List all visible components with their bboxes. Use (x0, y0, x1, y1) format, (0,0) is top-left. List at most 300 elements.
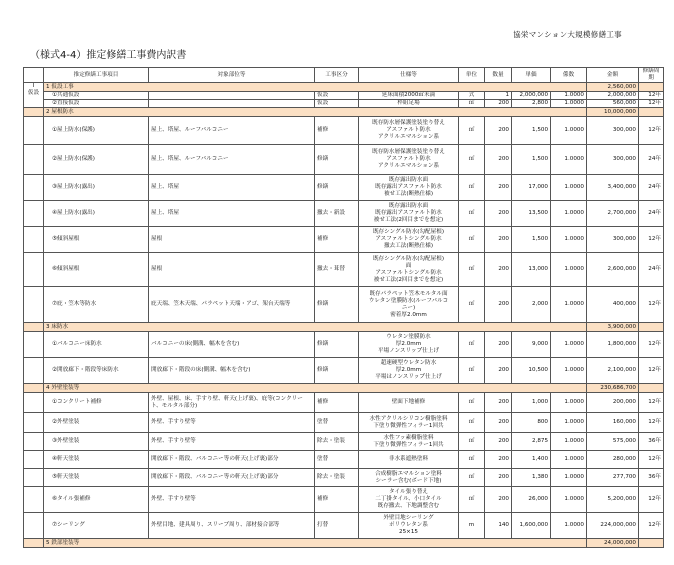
table-row (24, 469, 664, 487)
amount: 3,400,000 (587, 175, 639, 201)
unit: 式 (459, 92, 485, 100)
row-gutter (24, 393, 44, 413)
target-parts: 屋上、塔屋 (149, 175, 315, 201)
table-row (24, 145, 664, 175)
amount: 224,000,000 (587, 513, 639, 539)
unit-price: 26,000 (512, 487, 551, 513)
unit: ㎡ (459, 332, 485, 358)
specification (359, 253, 459, 287)
target-parts: 屋上、塔屋、ルーフバルコニー (149, 145, 315, 175)
spec-line: ポリウレタン系 (389, 522, 428, 528)
table-row (24, 451, 664, 469)
specification (359, 413, 459, 433)
work-type: 撤去・新設 (315, 201, 359, 227)
item-name: ①共通仮設 (44, 92, 149, 100)
unit-price: 1,600,000 (512, 513, 551, 539)
repair-cycle: 12年 (639, 287, 664, 323)
item-name: ③屋上防水(露出) (44, 175, 149, 201)
section-title (44, 384, 587, 393)
row-gutter (24, 451, 44, 469)
coefficient: 1.0000 (551, 433, 587, 451)
quantity: 1 (485, 92, 512, 100)
section-name: 床防水 (51, 323, 69, 330)
section-cycle-blank (639, 108, 664, 117)
specification (359, 393, 459, 413)
section-name: 仮設工事 (51, 83, 74, 90)
coefficient: 1.0000 (551, 332, 587, 358)
table-header-row (24, 68, 664, 83)
unit: ㎡ (459, 175, 485, 201)
spec-line: 平場はノンスリップ仕上げ (375, 374, 442, 380)
table-row (24, 487, 664, 513)
spec-line: 超速硬型ウレタン防水 (380, 360, 437, 366)
section-header-row (24, 83, 664, 92)
spec-line: 25×15 (399, 529, 418, 535)
coefficient: 1.0000 (551, 175, 587, 201)
quantity: 200 (485, 201, 512, 227)
spec-line: ニー) (401, 304, 416, 311)
section-header-row (24, 323, 664, 332)
spec-line: 既存シングル防水(勾配屋根) (372, 255, 445, 262)
row-gutter (24, 145, 44, 175)
specification (359, 92, 459, 100)
coefficient: 1.0000 (551, 451, 587, 469)
specification (359, 469, 459, 487)
spec-line: アクリルエマルション系 (377, 163, 440, 169)
spec-line: 厚2.0mm (395, 341, 422, 347)
unit-price: 1,000 (512, 393, 551, 413)
specification (359, 451, 459, 469)
table-row (24, 393, 664, 413)
amount: 277,700 (587, 469, 639, 487)
repair-cycle: 12年 (639, 451, 664, 469)
target-parts: 屋根 (149, 253, 315, 287)
row-gutter (24, 469, 44, 487)
table-row (24, 413, 664, 433)
coefficient: 1.0000 (551, 201, 587, 227)
work-type: 補修 (315, 393, 359, 413)
repair-cycle: 24年 (639, 253, 664, 287)
specification (359, 332, 459, 358)
spec-line: 既存露出防水面 (388, 177, 429, 183)
coefficient: 1.0000 (551, 469, 587, 487)
item-name: ⑦庇・笠木等防水 (44, 287, 149, 323)
unit: ㎡ (459, 100, 485, 108)
coefficient: 1.0000 (551, 117, 587, 145)
item-name: ⑦シーリング (44, 513, 149, 539)
unit: ㎡ (459, 433, 485, 451)
col-header: 単位 (459, 68, 485, 83)
coefficient: 1.0000 (551, 513, 587, 539)
spec-line: 面 (405, 262, 412, 269)
amount: 5,200,000 (587, 487, 639, 513)
row-gutter (24, 433, 44, 451)
coefficient: 1.0000 (551, 100, 587, 108)
section-title (44, 539, 587, 548)
unit-price: 2,800 (512, 100, 551, 108)
spec-line: 下塗り微弾性フィラー1回共 (373, 422, 444, 429)
amount: 280,000 (587, 451, 639, 469)
item-name: ⑤傾斜屋根 (44, 227, 149, 253)
unit-price: 13,500 (512, 201, 551, 227)
quantity: 200 (485, 469, 512, 487)
repair-cycle: 36年 (639, 469, 664, 487)
col-header: 修繕周期 (639, 68, 664, 83)
unit: ㎡ (459, 413, 485, 433)
spec-line: 既存露出アスファルト防水 (375, 184, 442, 190)
table-row (24, 100, 664, 108)
row-gutter (24, 253, 44, 287)
item-name: ②開放廊下・階段等床防水 (44, 358, 149, 384)
amount: 2,100,000 (587, 358, 639, 384)
unit-price: 2,000 (512, 287, 551, 323)
unit: ㎡ (459, 117, 485, 145)
spec-line: アスファルト防水 (386, 127, 431, 133)
quantity: 200 (485, 393, 512, 413)
section-title (44, 108, 587, 117)
quantity: 200 (485, 145, 512, 175)
section-header-row (24, 539, 664, 548)
repair-cycle: 12年 (639, 513, 664, 539)
target-parts: 開放廊下・階段の床(側溝、幅木を含む) (149, 358, 315, 384)
specification (359, 358, 459, 384)
col-header: 単価 (512, 68, 551, 83)
unit-price: 9,000 (512, 332, 551, 358)
document-title: （様式4-4）推定修繕工事費内訳書 (30, 50, 187, 61)
section-cycle-blank (639, 539, 664, 548)
amount: 300,000 (587, 145, 639, 175)
table-row (24, 513, 664, 539)
spec-line: 既存撤去、下地調整含む (377, 503, 440, 509)
item-name: ①屋上防水(保護) (44, 117, 149, 145)
work-type: 除去・塗装 (315, 433, 359, 451)
target-parts (149, 100, 315, 108)
spec-line: 既存防水層保護塗装塗り替え (372, 120, 445, 126)
quantity: 200 (485, 175, 512, 201)
unit-price: 2,875 (512, 433, 551, 451)
spec-line: アスファルト防水 (386, 156, 431, 162)
row-gutter (24, 175, 44, 201)
section-header-row (24, 108, 664, 117)
section-cycle-blank (639, 384, 664, 393)
section-title (44, 83, 587, 92)
spec-line: 撤去工法(断熱仕様) (383, 243, 434, 249)
row-gutter (24, 332, 44, 358)
section-number: 3 (46, 323, 50, 330)
col-header: 工事区分 (315, 68, 359, 83)
repair-cycle: 24年 (639, 175, 664, 201)
row-gutter (24, 201, 44, 227)
repair-cycle: 24年 (639, 145, 664, 175)
coefficient: 1.0000 (551, 253, 587, 287)
quantity: 140 (485, 513, 512, 539)
item-name: ②直接仮設 (44, 100, 149, 108)
work-type: 修繕 (315, 175, 359, 201)
coefficient: 1.0000 (551, 393, 587, 413)
spec-line: 平場ノンスリップ仕上げ (378, 348, 439, 354)
amount: 575,000 (587, 433, 639, 451)
quantity: 200 (485, 433, 512, 451)
coefficient: 1.0000 (551, 145, 587, 175)
coefficient: 1.0000 (551, 227, 587, 253)
spec-line: 二丁掛タイル、小口タイル (375, 496, 442, 502)
spec-line: 合成樹脂エマルション塗料 (375, 470, 442, 477)
repair-cycle: 12年 (639, 227, 664, 253)
item-name: ①バルコニー床防水 (44, 332, 149, 358)
spec-line: 被せ工法(2回目までを想定) (373, 276, 444, 283)
spec-line: タイル張り替え (388, 489, 429, 495)
amount: 300,000 (587, 227, 639, 253)
table-row (24, 332, 664, 358)
spec-line: 既存シングル防水(勾配屋根) (372, 229, 445, 235)
target-parts: 屋上、塔屋、ルーフバルコニー (149, 117, 315, 145)
work-type: 仮設 (315, 100, 359, 108)
work-type: 修繕 (315, 358, 359, 384)
target-parts: 外壁、手すり壁等 (149, 413, 315, 433)
row-gutter (24, 287, 44, 323)
specification (359, 513, 459, 539)
specification (359, 117, 459, 145)
spec-line: 枠組足場 (397, 100, 420, 106)
row-gutter (24, 413, 44, 433)
coefficient: 1.0000 (551, 92, 587, 100)
unit: ㎡ (459, 469, 485, 487)
spec-line: 密着厚2.0mm (390, 311, 427, 318)
unit: ㎡ (459, 145, 485, 175)
item-name: ③外壁塗装 (44, 433, 149, 451)
spec-line: 被せ工法(断熱仕様) (383, 191, 434, 197)
amount: 400,000 (587, 287, 639, 323)
amount: 2,700,000 (587, 201, 639, 227)
unit: ㎡ (459, 287, 485, 323)
unit-price: 13,000 (512, 253, 551, 287)
col-header: 金額 (587, 68, 639, 83)
unit-price: 800 (512, 413, 551, 433)
spec-line: 既存露出アスファルト防水 (375, 210, 442, 216)
row-gutter (24, 358, 44, 384)
work-type: 修繕 (315, 145, 359, 175)
col-header: 推定修繕工事項目 (44, 68, 149, 83)
quantity: 200 (485, 227, 512, 253)
repair-cycle: 12年 (639, 358, 664, 384)
work-type: 修繕 (315, 332, 359, 358)
specification (359, 287, 459, 323)
quantity: 200 (485, 100, 512, 108)
spec-line: 水性アクリルシリコン樹脂塗料 (369, 415, 448, 422)
specification (359, 145, 459, 175)
unit: ㎡ (459, 201, 485, 227)
section-number: 1 (46, 83, 50, 90)
unit: ㎡ (459, 487, 485, 513)
cost-table (23, 67, 664, 548)
item-name: ④軒天塗装 (44, 451, 149, 469)
table-row (24, 358, 664, 384)
unit-price: 1,500 (512, 117, 551, 145)
amount: 2,600,000 (587, 253, 639, 287)
unit-price: 1,500 (512, 227, 551, 253)
repair-cycle: 12年 (639, 413, 664, 433)
section-total: 10,000,000 (587, 108, 639, 117)
table-row (24, 117, 664, 145)
section-number: 5 (46, 539, 50, 546)
row-gutter (24, 227, 44, 253)
quantity: 200 (485, 487, 512, 513)
unit: ㎡ (459, 393, 485, 413)
table-row (24, 201, 664, 227)
target-parts: 外壁、手すり壁等 (149, 487, 315, 513)
spec-line: アスファルトシングル防水 (375, 269, 442, 276)
section-name: 鉄部塗装等 (51, 539, 80, 546)
coefficient: 1.0000 (551, 487, 587, 513)
unit: m (459, 513, 485, 539)
unit-price: 1,400 (512, 451, 551, 469)
quantity: 200 (485, 358, 512, 384)
col-header: 仕様等 (359, 68, 459, 83)
spec-line: 厚2.0mm (395, 367, 422, 373)
quantity: 200 (485, 451, 512, 469)
work-type: 打替 (315, 513, 359, 539)
section-total: 3,900,000 (587, 323, 639, 332)
repair-cycle: 24年 (639, 201, 664, 227)
target-parts: 庇天端、笠木天端、パラペット天端・アゴ、架台天端等 (149, 287, 315, 323)
col-header: 係数 (551, 68, 587, 83)
section-name: 屋根防水 (51, 108, 74, 115)
category-cell (24, 323, 44, 332)
work-type: 補修 (315, 487, 359, 513)
col-header: 対象部位等 (149, 68, 315, 83)
table-row (24, 92, 664, 100)
amount: 160,000 (587, 413, 639, 433)
section-header-row (24, 384, 664, 393)
work-type: 塗替 (315, 451, 359, 469)
repair-cycle: 12年 (639, 92, 664, 100)
repair-cycle: 12年 (639, 117, 664, 145)
repair-cycle: 12年 (639, 100, 664, 108)
row-gutter (24, 117, 44, 145)
unit-price: 10,500 (512, 358, 551, 384)
quantity: 200 (485, 117, 512, 145)
quantity: 200 (485, 253, 512, 287)
amount: 300,000 (587, 117, 639, 145)
amount: 560,000 (587, 100, 639, 108)
cost-breakdown-sheet (23, 67, 663, 548)
spec-line: 外壁目地シーリング (383, 515, 434, 521)
spec-line: 被せ工法(2回目までを想定) (373, 217, 444, 223)
section-total: 2,560,000 (587, 83, 639, 92)
repair-cycle: 12年 (639, 487, 664, 513)
spec-line: 水性フッ素樹脂塗料 (383, 434, 434, 441)
specification (359, 227, 459, 253)
unit: ㎡ (459, 451, 485, 469)
item-name: ①コンクリート補修 (44, 393, 149, 413)
target-parts: 開放廊下・階段、バルコニー等の軒天(上げ裏)部分 (149, 469, 315, 487)
specification (359, 100, 459, 108)
spec-line: ウレタン塗膜防水(ルーフバルコ (368, 297, 449, 304)
target-parts: 外壁、手すり壁等 (149, 433, 315, 451)
category-cell (24, 539, 44, 548)
work-type: 除去・塗装 (315, 469, 359, 487)
spec-line: 壁面下地補修 (391, 399, 426, 405)
specification (359, 433, 459, 451)
repair-cycle: 36年 (639, 433, 664, 451)
item-name: ②外壁塗装 (44, 413, 149, 433)
section-total: 24,000,000 (587, 539, 639, 548)
spec-line: シーラー含む(ボード下地) (375, 477, 442, 484)
spec-line: アクリルエマルション系 (377, 134, 440, 140)
spec-line: 既存パラペット笠木モルタル面 (369, 290, 448, 297)
spec-line: 非水系遮熱塗料 (388, 456, 429, 462)
quantity: 200 (485, 332, 512, 358)
unit-price: 2,000,000 (512, 92, 551, 100)
project-name: 協栄マンション大規模修繕工事 (513, 30, 622, 39)
category-cell (24, 83, 44, 108)
section-total: 230,686,700 (587, 384, 639, 393)
quantity: 200 (485, 287, 512, 323)
item-name: ②屋上防水(保護) (44, 145, 149, 175)
row-gutter (24, 513, 44, 539)
spec-line: 既存防水層保護塗装塗り替え (372, 149, 445, 155)
table-row (24, 287, 664, 323)
item-name: ④屋上防水(露出) (44, 201, 149, 227)
target-parts: 外壁目地、建具周り、スリーブ周り、部材接合部等 (149, 513, 315, 539)
section-cycle-blank (639, 83, 664, 92)
unit-price: 1,380 (512, 469, 551, 487)
work-type: 修繕 (315, 287, 359, 323)
work-type: 塗替 (315, 413, 359, 433)
target-parts: 外壁、屋根、床、手すり壁、軒天(上げ裏)、庇等(コンクリート、モルタル部分) (149, 393, 315, 413)
specification (359, 175, 459, 201)
work-type: 補修 (315, 227, 359, 253)
category-cell (24, 384, 44, 393)
unit: ㎡ (459, 358, 485, 384)
repair-cycle: 12年 (639, 332, 664, 358)
category-cell (24, 108, 44, 117)
target-parts (149, 92, 315, 100)
specification (359, 487, 459, 513)
spec-line: 下塗り微弾性フィラー1回共 (373, 441, 444, 448)
target-parts: バルコニーの床(側溝、幅木を含む) (149, 332, 315, 358)
coefficient: 1.0000 (551, 287, 587, 323)
target-parts: 屋根 (149, 227, 315, 253)
unit: ㎡ (459, 227, 485, 253)
section-name: 外壁塗装等 (51, 384, 80, 391)
category-label: 仮設 (27, 90, 40, 96)
table-row (24, 175, 664, 201)
repair-cycle: 12年 (639, 393, 664, 413)
table-row (24, 433, 664, 451)
unit-price: 1,500 (512, 145, 551, 175)
target-parts: 開放廊下・階段、バルコニー等の軒天(上げ裏)部分 (149, 451, 315, 469)
item-name: ⑤軒天塗装 (44, 469, 149, 487)
amount: 1,800,000 (587, 332, 639, 358)
spec-line: ウレタン塗膜防水 (386, 334, 431, 340)
unit: ㎡ (459, 253, 485, 287)
col-header: 数量 (485, 68, 512, 83)
table-row (24, 253, 664, 287)
section-cycle-blank (639, 323, 664, 332)
row-gutter (24, 487, 44, 513)
unit-price: 17,000 (512, 175, 551, 201)
table-row (24, 227, 664, 253)
target-parts: 屋上、塔屋 (149, 201, 315, 227)
work-type: 仮設 (315, 92, 359, 100)
section-title (44, 323, 587, 332)
amount: 2,000,000 (587, 92, 639, 100)
section-number: 4 (46, 384, 50, 391)
item-name: ⑥傾斜屋根 (44, 253, 149, 287)
spec-line: 延床面積2000㎡未満 (381, 92, 436, 98)
quantity: 200 (485, 413, 512, 433)
